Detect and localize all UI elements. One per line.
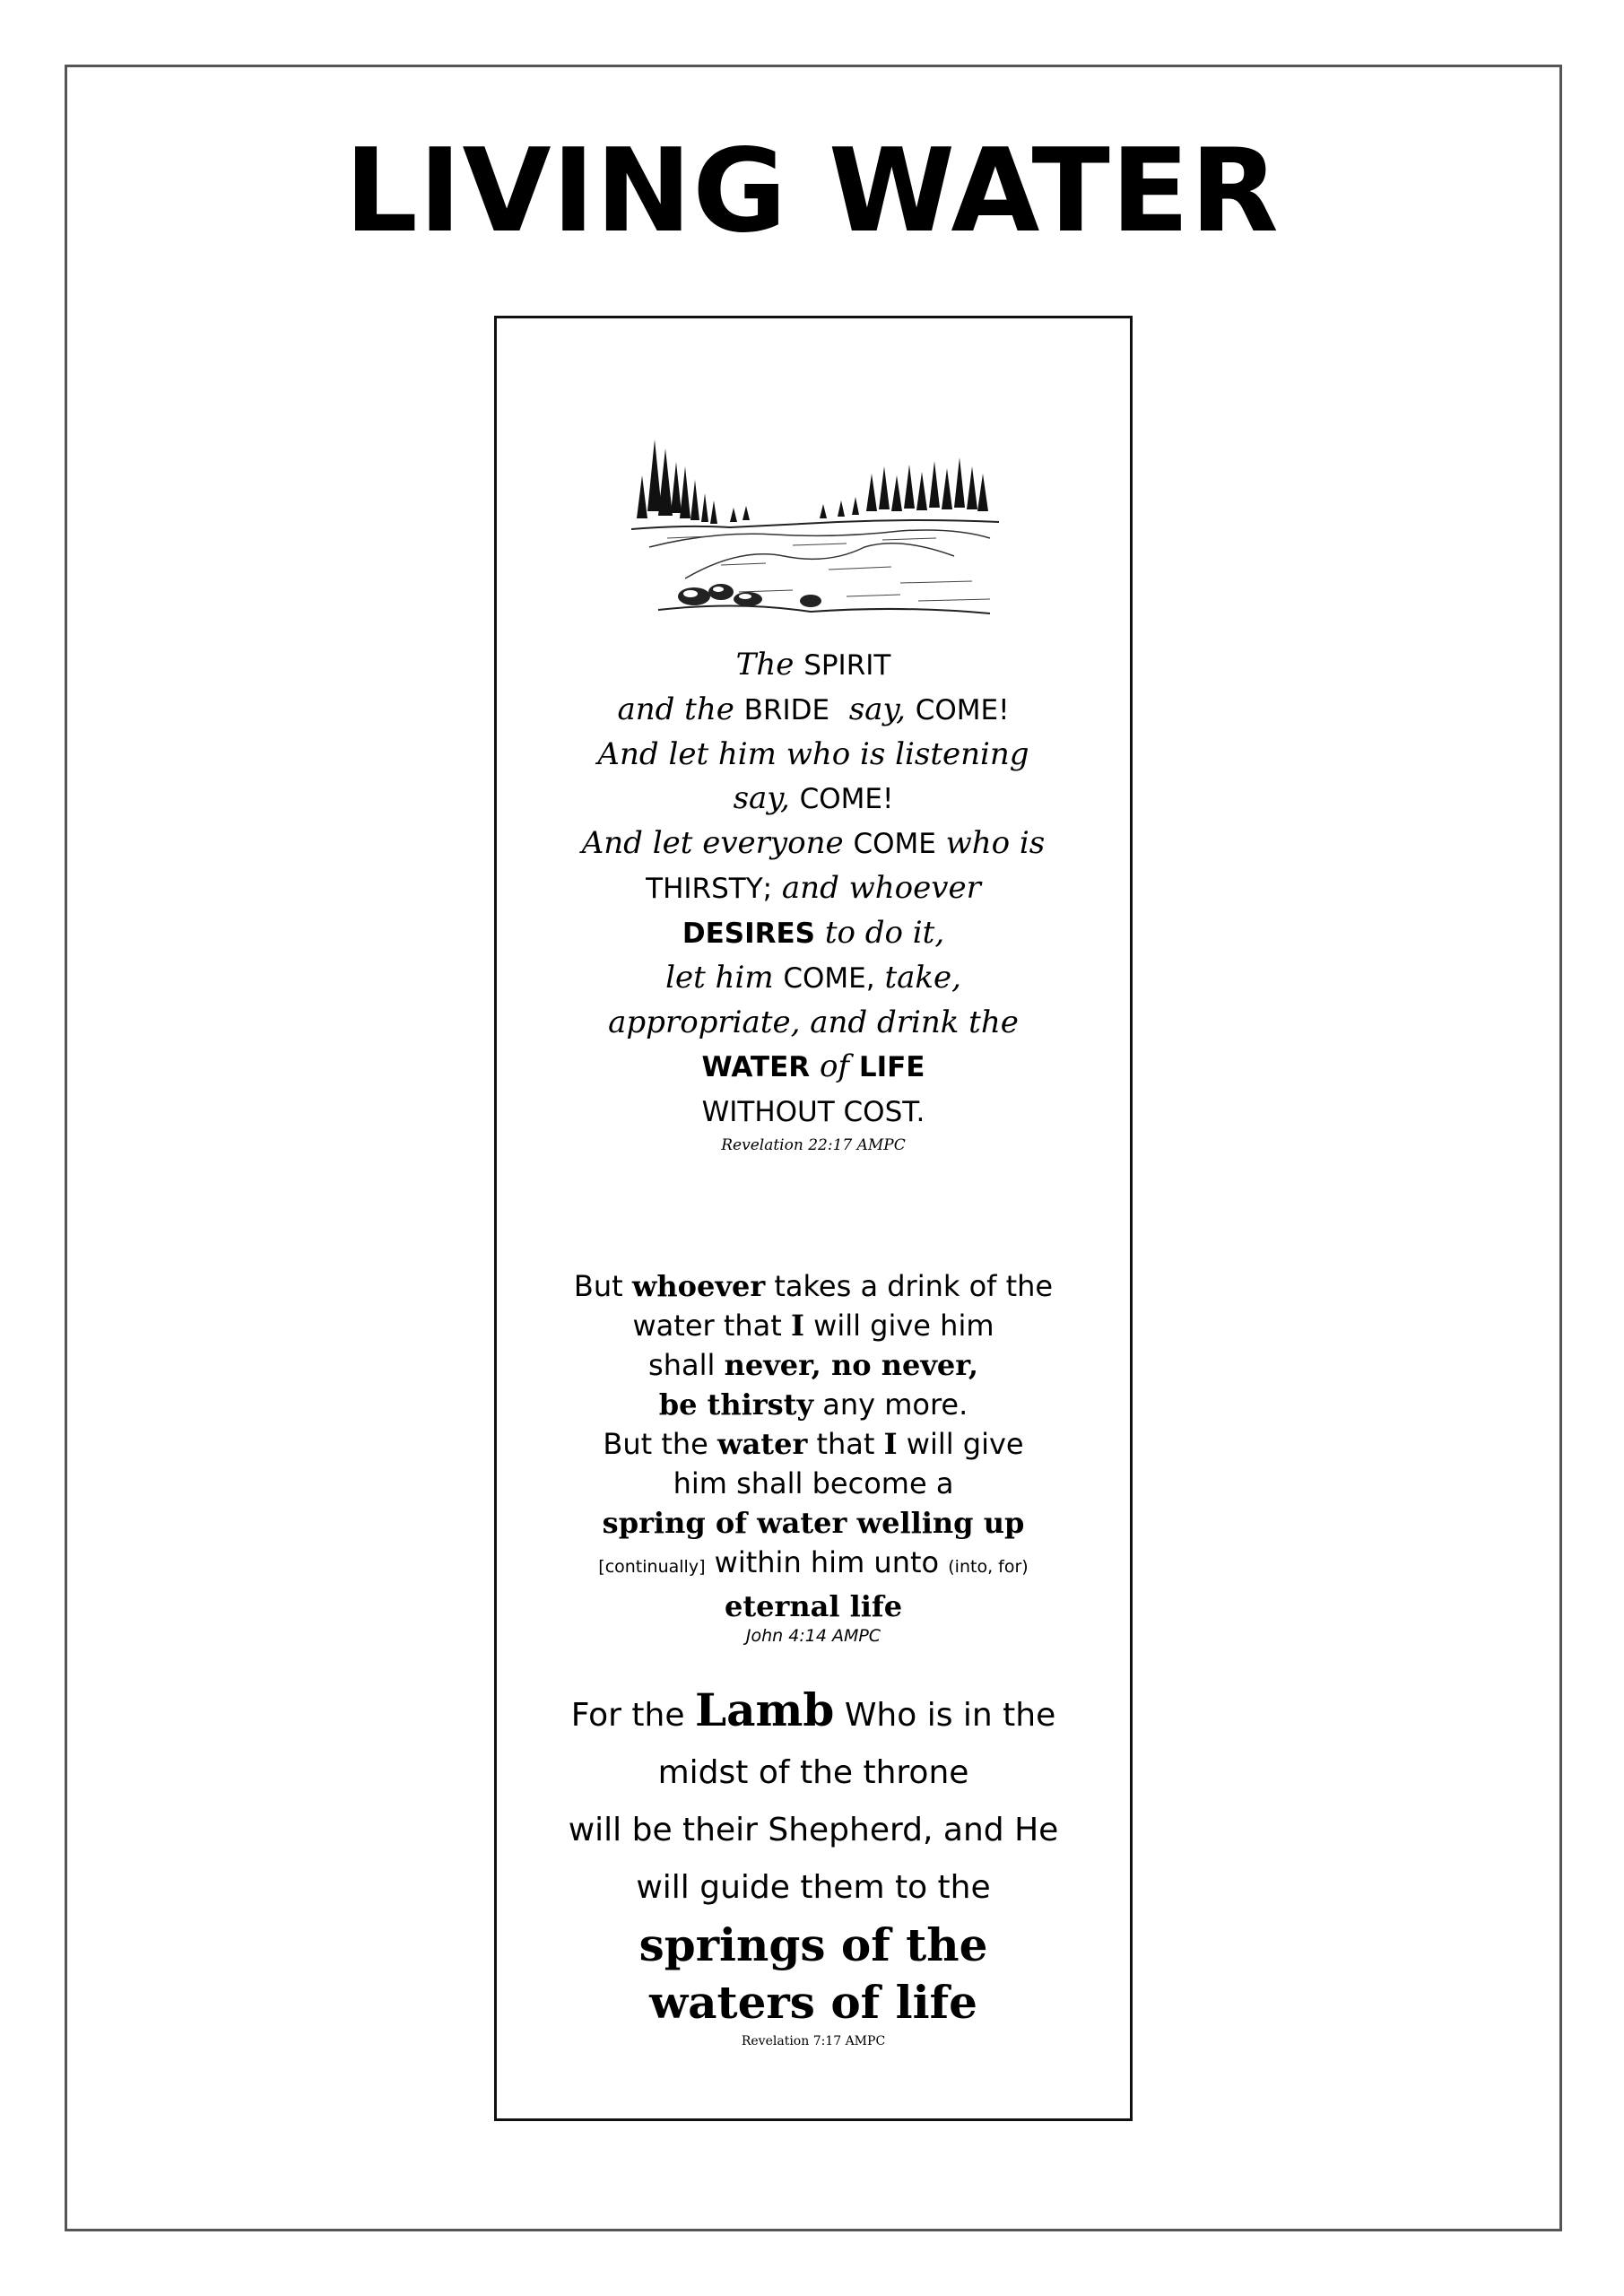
verse-reference: Revelation 7:17 AMPC (741, 2034, 886, 2048)
verse-text: will guide them to the (636, 1869, 991, 1906)
verse-text: waters of life (649, 1976, 977, 2029)
verse-text: And let everyone (581, 825, 844, 861)
verse-text: takes a drink of the (774, 1269, 1054, 1303)
verse-text: COME, (783, 962, 875, 995)
verse-text: appropriate, and drink the (608, 1004, 1019, 1040)
verse-text: SPIRIT (803, 649, 891, 682)
verse-text: say, (848, 691, 906, 727)
verse-text: But (573, 1269, 623, 1303)
verse-text: eternal life (724, 1589, 903, 1623)
verse-text: But the (603, 1427, 708, 1461)
verse-text: whoever (631, 1269, 766, 1303)
verse-text: LIFE (858, 1051, 925, 1083)
verse-text: springs of the (638, 1918, 988, 1971)
verse-text: Who is in the (844, 1697, 1056, 1734)
verse-text: let him (665, 960, 774, 996)
verse-text: (into, for) (948, 1557, 1029, 1577)
page-title: LIVING WATER (344, 125, 1280, 258)
verse-text: who is (945, 825, 1046, 861)
verse-text: water that (632, 1309, 782, 1343)
verse-text: COME! (915, 694, 1010, 726)
verse-text: Lamb (694, 1683, 835, 1736)
verse-reference: John 4:14 AMPC (745, 1626, 881, 1646)
verse-text: of (819, 1048, 849, 1084)
verse-text: within him unto (714, 1545, 940, 1579)
verse-text: will give him (813, 1309, 994, 1343)
verse-text: will be their Shepherd, and He (568, 1812, 1059, 1848)
verse-text: I (883, 1427, 898, 1461)
verse-text: take, (884, 960, 961, 996)
verse-text: COME! (799, 783, 894, 815)
verse-reference: Revelation 22:17 AMPC (721, 1136, 906, 1154)
verse-text: midst of the throne (657, 1754, 969, 1791)
verse-text: I (791, 1309, 804, 1343)
verse-text: WITHOUT COST. (701, 1096, 925, 1128)
verse-john-4-14 (497, 1266, 1130, 1646)
verse-text: will give (906, 1427, 1024, 1461)
verse-revelation-22-17 (497, 643, 1130, 1156)
verse-text: to do it, (824, 915, 945, 951)
verse-text: THIRSTY; (646, 873, 773, 905)
verse-text: [continually] (598, 1557, 706, 1577)
bookmark-card (494, 316, 1133, 2121)
river-landscape-illustration (631, 422, 999, 619)
verse-text: WATER (701, 1051, 811, 1083)
verse-text: COME (853, 828, 936, 860)
verse-text: DESIRES (682, 918, 815, 950)
verse-text: shall (648, 1348, 716, 1382)
verse-text: The (735, 647, 795, 683)
verse-text: never, no never, (724, 1348, 978, 1382)
verse-text: say, (733, 780, 790, 816)
verse-text: spring of water welling up (602, 1506, 1025, 1540)
verse-text: and whoever (781, 870, 981, 906)
verse-revelation-7-17 (497, 1682, 1130, 2051)
verse-text: be thirsty (658, 1387, 814, 1422)
verse-text: And let him who is listening (597, 736, 1029, 772)
verse-text: For the (570, 1697, 685, 1734)
verse-text: any more. (822, 1387, 968, 1422)
verse-text: BRIDE (743, 694, 830, 726)
verse-text: that (816, 1427, 875, 1461)
verse-text: him shall become a (673, 1466, 954, 1500)
verse-text: and the (617, 691, 734, 727)
verse-text: water (717, 1427, 808, 1461)
